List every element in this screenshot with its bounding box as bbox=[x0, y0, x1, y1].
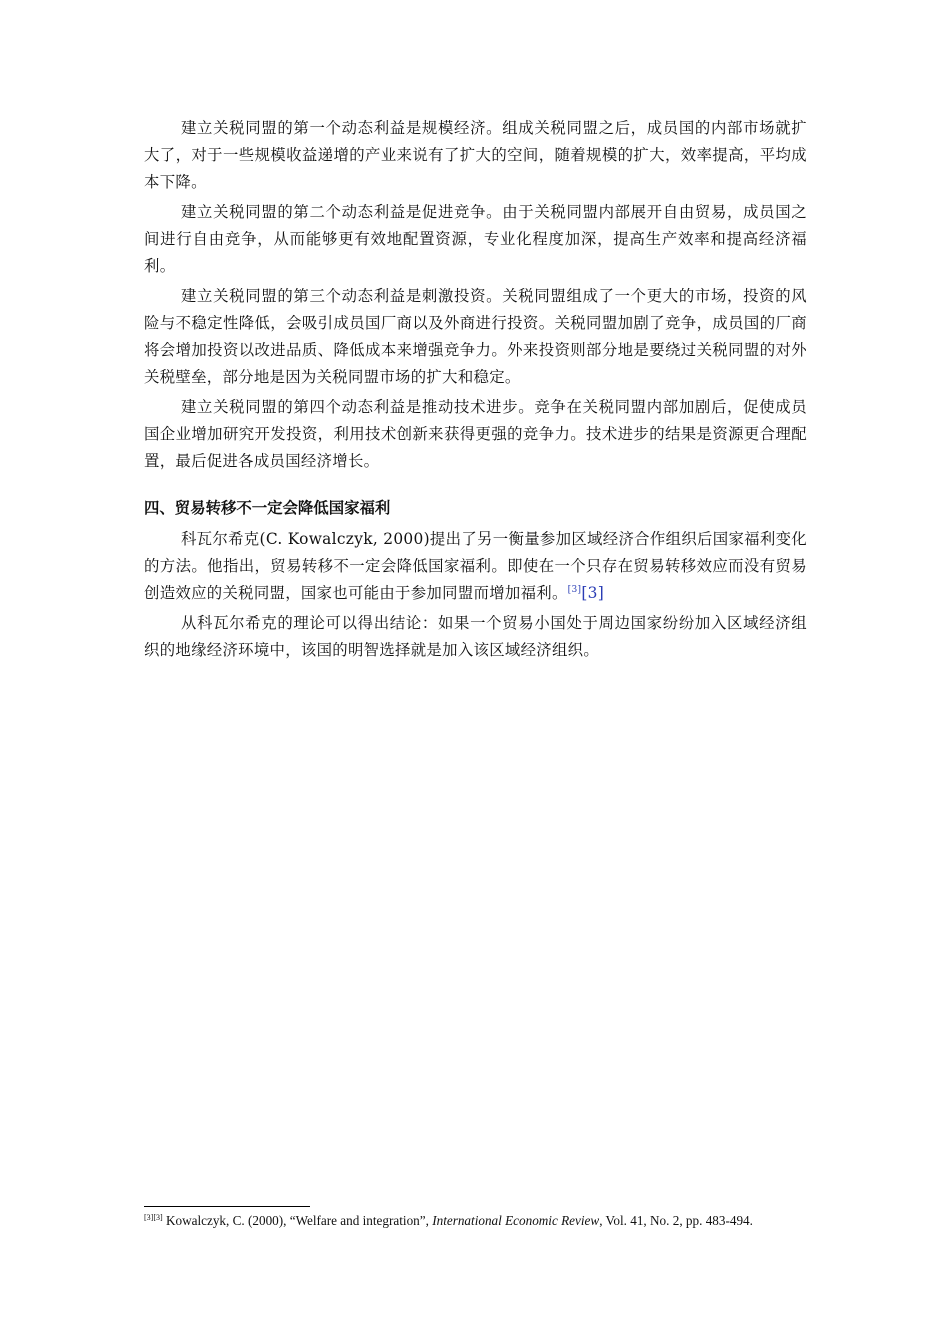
footnote-journal: International Economic Review bbox=[432, 1213, 600, 1228]
paragraph-investment: 建立关税同盟的第三个动态利益是刺激投资。关税同盟组成了一个更大的市场，投资的风险与不稳定性降低，会吸引成员国厂商以及外商进行投资。关税同盟加剧了竞争，成员国的厂商将会增加投资以改进品质、降低成本来增强竞争力。外来投资则部分地是要绕过关税同盟的对外关税壁垒，部分地是因为关税同盟市场的扩大和稳定。 bbox=[144, 287, 807, 386]
footnote-separator bbox=[144, 1206, 310, 1207]
footnote-mark: [3][3] bbox=[144, 1213, 163, 1222]
paragraph-competition: 建立关税同盟的第二个动态利益是促进竞争。由于关税同盟内部展开自由贸易，成员国之间进行自由竞争，从而能够更有效地配置资源，专业化程度加深，提高生产效率和提高经济福利。 bbox=[144, 203, 807, 275]
footnote bbox=[144, 1212, 824, 1230]
paragraph-conclusion: 从科瓦尔希克的理论可以得出结论：如果一个贸易小国处于周边国家纷纷加入区域经济组织的地缘经济环境中，该国的明智选择就是加入该区域经济组织。 bbox=[144, 614, 807, 659]
footnote-text-after: , Vol. 41, No. 2, pp. 483-494. bbox=[599, 1213, 753, 1228]
section-heading: 四、贸易转移不一定会降低国家福利 bbox=[144, 499, 391, 517]
paragraph-kowalczyk bbox=[144, 526, 807, 607]
footnote-reference-mark[interactable]: [3] bbox=[567, 585, 582, 595]
reference-link[interactable]: [3] bbox=[581, 584, 605, 602]
paragraph-economies-of-scale: 建立关税同盟的第一个动态利益是规模经济。组成关税同盟之后，成员国的内部市场就扩大了，对于一些规模收益递增的产业来说有了扩大的空间，随着规模的扩大，效率提高，平均成本下降。 bbox=[144, 119, 807, 191]
paragraph-technology: 建立关税同盟的第四个动态利益是推动技术进步。竞争在关税同盟内部加剧后，促使成员国企业增加研究开发投资，利用技术创新来获得更强的竞争力。技术进步的结果是资源更合理配置，最后促进各成员国经济增长。 bbox=[144, 398, 807, 470]
kowalczyk-text: 科瓦尔希克(C. Kowalczyk, 2000)提出了另一衡量参加区域经济合作组织后国家福利变化的方法。他指出，贸易转移不一定会降低国家福利。即使在一个只存在贸易转移效应而没有贸易创造效应的关税同盟，国家也可能由于参加同盟而增加福利。 bbox=[144, 530, 807, 602]
footnote-text-before: Kowalczyk, C. (2000), “Welfare and integration”, bbox=[162, 1213, 433, 1228]
body-text bbox=[144, 115, 807, 667]
